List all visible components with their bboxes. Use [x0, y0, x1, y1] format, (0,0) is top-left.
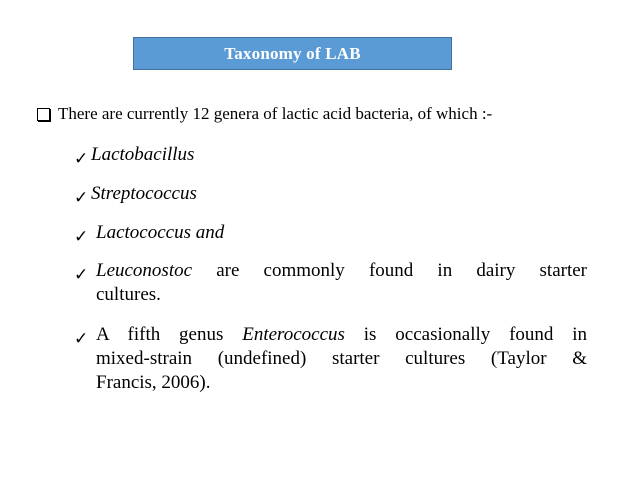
list-item-streptococcus: [91, 182, 197, 206]
list-item-lactobacillus: [91, 143, 194, 167]
item-line-1: [96, 323, 587, 347]
genus-name: Enterococcus: [242, 324, 345, 345]
checkmark-icon: ✓: [74, 149, 89, 168]
intro-text: There are currently 12 genera of lactic acid bacteria, of which :-: [58, 104, 493, 123]
item-line-2: cultures.: [96, 283, 161, 305]
slide-title: Taxonomy of LAB: [224, 43, 361, 63]
checkmark-icon: ✓: [74, 188, 89, 207]
item-text: are commonly found in dairy starter: [216, 260, 587, 281]
item-text: A fifth genus: [96, 324, 224, 345]
list-item-leuconostoc: [96, 259, 587, 307]
item-text: is occasionally found in: [363, 324, 588, 345]
genus-name: Leuconostoc: [96, 260, 193, 281]
list-item-lactococcus: [96, 221, 224, 245]
checkmark-icon: ✓: [74, 265, 89, 284]
item-line-3: Francis, 2006).: [96, 371, 211, 393]
hollow-square-icon: [37, 108, 50, 121]
title-banner: [133, 37, 452, 70]
genus-name: Lactococcus and: [96, 222, 225, 243]
checkmark-icon: ✓: [74, 227, 89, 246]
checkmark-icon: ✓: [74, 329, 89, 348]
list-item-enterococcus: [96, 323, 587, 394]
genus-name: Streptococcus: [91, 183, 197, 204]
item-line-2: mixed-strain (undefined) starter cultures (Taylor &: [96, 347, 587, 369]
genus-name: Lactobacillus: [91, 144, 195, 165]
intro-bullet: [37, 104, 492, 124]
item-line-1: [96, 259, 587, 283]
